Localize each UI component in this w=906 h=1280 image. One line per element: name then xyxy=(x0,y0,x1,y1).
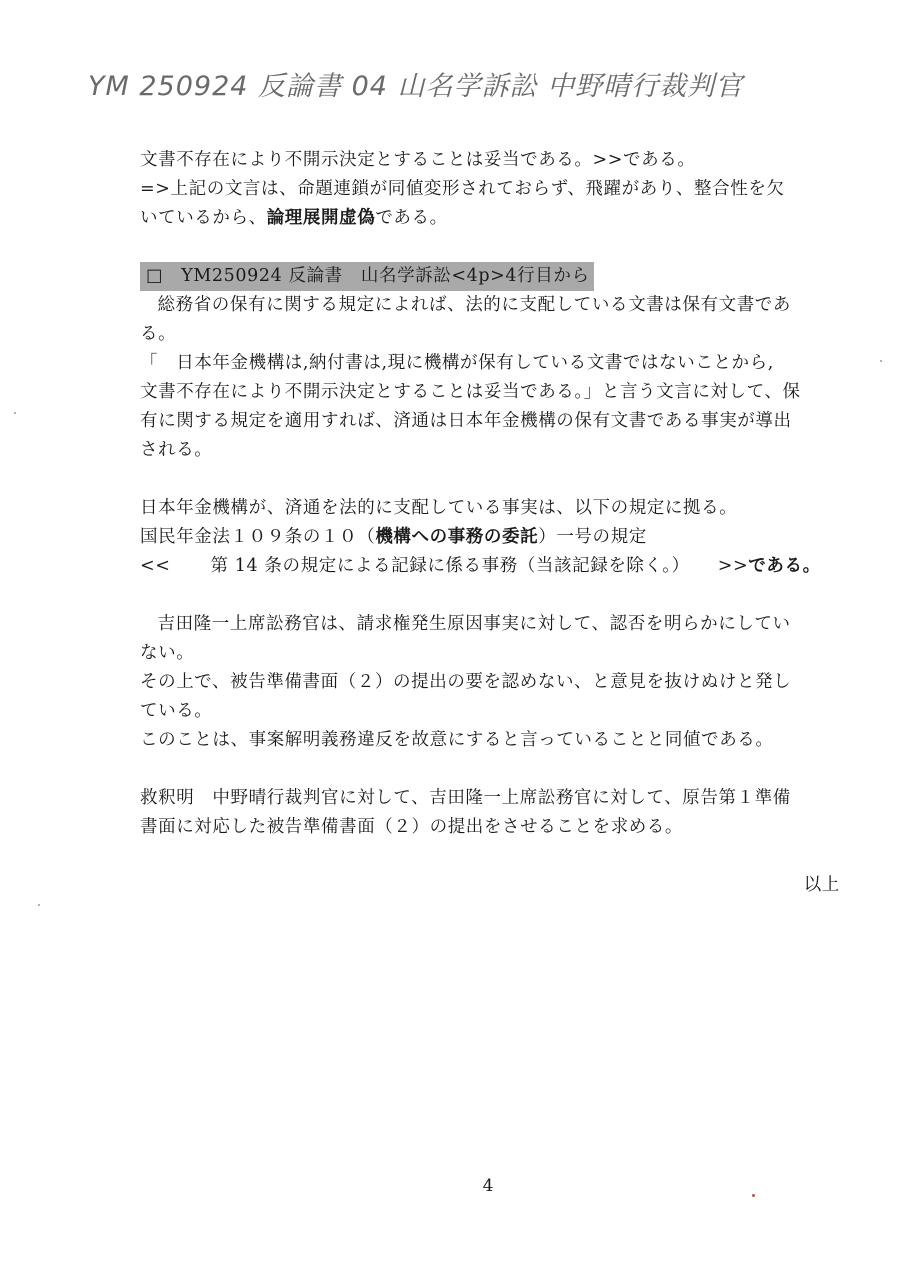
text-line: 総務省の保有に関する規定によれば、法的に支配している文書は保有文書であ xyxy=(157,295,791,315)
document-body xyxy=(140,146,840,900)
text-line: 日本年金機構が、済通を法的に支配している事実は、以下の規定に拠る。 xyxy=(140,498,738,518)
text-line: 文書不存在により不開示決定とすることは妥当である。」と言う文言に対して、保 xyxy=(140,382,801,402)
section-heading: □ YM250924 反論書 山名学訴訟<4p>4行目から xyxy=(140,262,594,291)
text-line: ない。 xyxy=(140,643,195,663)
text-segment: いているから、 xyxy=(140,208,267,228)
text-line: 吉田隆一上席訟務官は、請求権発生原因事実に対して、認否を明らかにしてい xyxy=(157,614,791,634)
text-segment: 国民年金法１０９条の１０（ xyxy=(140,527,376,547)
bold-phrase: である。 xyxy=(748,556,821,576)
bold-phrase: 論理展開虚偽 xyxy=(266,208,376,228)
text-line: =>上記の文言は、命題連鎖が同値変形されておらず、飛躍があり、整合性を欠 xyxy=(140,179,785,199)
closing-mark: 以上 xyxy=(803,875,840,895)
text-line xyxy=(140,204,840,233)
scan-speck xyxy=(14,412,16,414)
text-line: 書面に対応した被告準備書面（２）の提出をさせることを求める。 xyxy=(140,817,683,837)
scan-speck xyxy=(880,360,882,362)
bold-phrase: 機構への事務の委託 xyxy=(375,527,539,547)
text-segment: ）一号の規定 xyxy=(538,527,647,547)
text-line: 有に関する規定を適用すれば、済通は日本年金機構の保有文書である事実が導出 xyxy=(140,411,792,431)
text-line: ている。 xyxy=(140,701,213,721)
open-quote-marker: << xyxy=(140,556,171,576)
text-segment: である。 xyxy=(375,208,448,228)
text-line xyxy=(140,523,840,552)
scan-speck xyxy=(752,1194,755,1197)
text-line: その上で、被告準備書面（２）の提出の要を認めない、と意見を抜けぬけと発し xyxy=(140,672,792,692)
page-number: 4 xyxy=(482,1176,494,1196)
text-line: 救釈明 中野晴行裁判官に対して、吉田隆一上席訟務官に対して、原告第１準備 xyxy=(140,788,791,808)
provision-text: 第 14 条の規定による記録に係る事務（当該記録を除く。） xyxy=(210,556,690,576)
text-line: 「 日本年金機構は,納付書は,現に機構が保有している文書ではないことから, xyxy=(140,353,774,373)
handwritten-title: YM 250924 反論書 04 山名学訴訟 中野晴行裁判官 xyxy=(88,71,744,102)
text-line: 文書不存在により不開示決定とすることは妥当である。>>である。 xyxy=(140,150,696,170)
close-quote-marker: >> xyxy=(717,556,749,576)
quoted-provision-line xyxy=(140,552,840,581)
text-line: る。 xyxy=(140,324,177,344)
section-heading-line xyxy=(140,262,840,291)
text-line: このことは、事案解明義務違反を故意にすると言っていることと同値である。 xyxy=(140,730,774,750)
scan-speck xyxy=(38,904,40,906)
text-line: される。 xyxy=(140,440,213,460)
